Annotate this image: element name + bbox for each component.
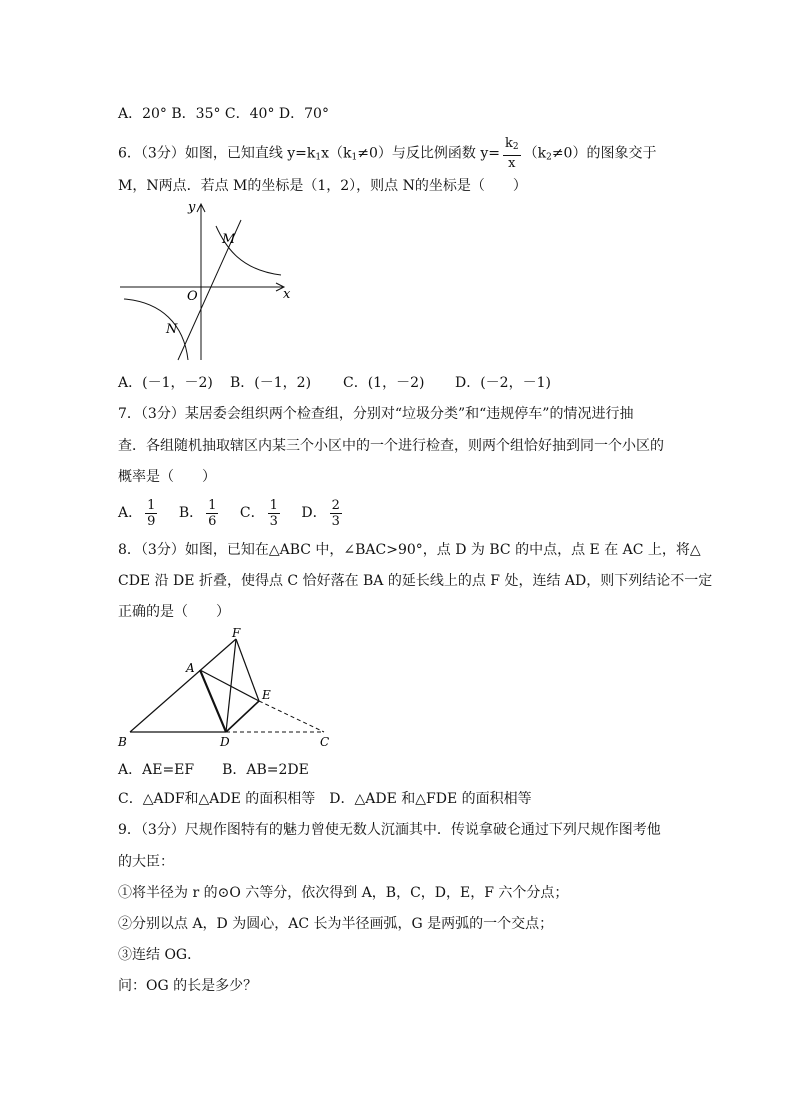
- q9-step-2: ②分别以点 A，D 为圆心，AC 长为半径画弧，G 是两弧的一个交点；: [118, 916, 554, 932]
- q6-label-n: N: [166, 322, 178, 337]
- q8-options-line1: A．AE=EF B．AB=2DE: [118, 762, 309, 778]
- q8-segment-fd: [226, 639, 236, 732]
- q7-options: [118, 496, 359, 530]
- q7-option-d-fraction: [330, 498, 342, 529]
- q6-stem-text4: （k: [523, 145, 547, 162]
- q6-label-x: x: [283, 287, 291, 302]
- q7-option-a-label: A．: [118, 505, 143, 521]
- q8-segment-ad: [200, 670, 226, 732]
- q9-stem-line1: 9．（3分）尺规作图特有的魅力曾使无数人沉湎其中．传说拿破仑通过下列尺规作图考他: [118, 822, 661, 838]
- q8-label-b: B: [118, 735, 127, 749]
- q6-hyperbola-q3: [124, 299, 188, 360]
- q9-stem-line2: 的大臣：: [118, 854, 174, 870]
- q7-option-b-den: 6: [208, 513, 217, 529]
- q6-stem-text2: x（k: [321, 145, 352, 162]
- q8-label-c: C: [320, 735, 330, 749]
- q8-stem-line2: CDE 沿 DE 折叠，使得点 C 恰好落在 BA 的延长线上的点 F 处，连结 AD，则下列结论不一定: [118, 573, 713, 589]
- q8-stem-line1: 8．（3分）如图，已知在△ABC 中，∠BAC>90°，点 D 为 BC 的中点，点 E 在 AC 上，将△: [118, 542, 701, 558]
- q6-graph-figure: [116, 198, 306, 364]
- q6-sub-k1a: 1: [315, 152, 322, 163]
- q8-segment-fe: [236, 639, 259, 701]
- q6-fraction-denominator: x: [508, 156, 516, 171]
- q7-stem-line3: 概率是（ ）: [118, 469, 216, 485]
- q6-option-d: D．(－2，－1): [455, 375, 551, 391]
- q8-stem-line3: 正确的是（ ）: [118, 604, 230, 620]
- q7-option-b: [178, 497, 222, 529]
- q6-stem-line1: [118, 136, 657, 171]
- q6-option-b: B．(－1，2): [230, 375, 312, 391]
- q6-option-c: C．(1，－2): [343, 375, 425, 391]
- q7-option-c-den: 3: [269, 513, 278, 529]
- q6-stem-text3: ≠0）与反比例函数 y=: [357, 145, 500, 162]
- q6-sub-k1b: 1: [351, 152, 358, 163]
- q6-option-a: A．(－1，－2): [118, 375, 213, 391]
- q7-option-c-label: C．: [239, 505, 265, 521]
- q7-option-b-num: 1: [208, 497, 217, 513]
- q9-step-1: ①将半径为 r 的⊙O 六等分，依次得到 A，B，C，D，E，F 六个分点；: [118, 885, 569, 901]
- q7-option-c-fraction: [268, 498, 280, 529]
- q8-label-f: F: [232, 626, 241, 640]
- q9-step-3: ③连结 OG．: [118, 947, 202, 963]
- q8-segment-ec: [259, 701, 324, 732]
- q9-question: 问：OG 的长是多少？: [118, 978, 258, 994]
- q7-option-c-num: 1: [269, 497, 278, 513]
- q8-options-line2: C．△ADF和△ADE 的面积相等 D．△ADE 和△FDE 的面积相等: [118, 791, 532, 807]
- q6-fraction-k: k: [504, 136, 513, 151]
- q7-option-c: [239, 497, 283, 529]
- q7-option-b-fraction: [206, 498, 218, 529]
- q8-label-e: E: [262, 688, 271, 702]
- q8-label-a: A: [186, 661, 195, 675]
- q6-stem-text1: 6．（3分）如图，已知直线 y=k: [118, 145, 316, 162]
- q6-stem-line2: M，N两点．若点 M的坐标是（1，2），则点 N的坐标是（ ）: [118, 178, 527, 194]
- q6-inverse-fraction: [503, 136, 521, 171]
- q7-option-a-num: 1: [147, 497, 156, 513]
- q7-option-a-fraction: [145, 498, 157, 529]
- q7-option-d-num: 2: [331, 497, 340, 513]
- q6-stem-text5: ≠0）的图象交于: [551, 145, 657, 162]
- q5-options: A．20° B．35° C．40° D．70°: [118, 106, 329, 122]
- q6-label-m: M: [222, 232, 236, 247]
- q7-option-a: [118, 497, 160, 529]
- q8-segment-de: [226, 701, 259, 732]
- q8-triangle-figure: [112, 626, 342, 750]
- q6-label-y: y: [188, 200, 196, 215]
- q6-label-origin: O: [187, 289, 198, 304]
- q8-label-d: D: [220, 735, 230, 749]
- q7-option-d-label: D．: [301, 505, 327, 521]
- q7-stem-line1: 7．（3分）某居委会组织两个检查组，分别对“垃圾分类”和“违规停车”的情况进行抽: [118, 406, 634, 422]
- q7-option-d: [301, 497, 345, 529]
- q6-fraction-numerator: [503, 136, 521, 156]
- q7-option-b-label: B．: [178, 505, 204, 521]
- q7-stem-line2: 查．各组随机抽取辖区内某三个小区中的一个进行检查，则两个组恰好抽到同一个小区的: [118, 438, 664, 454]
- q7-option-d-den: 3: [331, 513, 340, 529]
- q7-option-a-den: 9: [147, 513, 156, 529]
- q6-sub-k2: 2: [546, 152, 552, 163]
- q6-fraction-k-sub: 2: [512, 142, 519, 152]
